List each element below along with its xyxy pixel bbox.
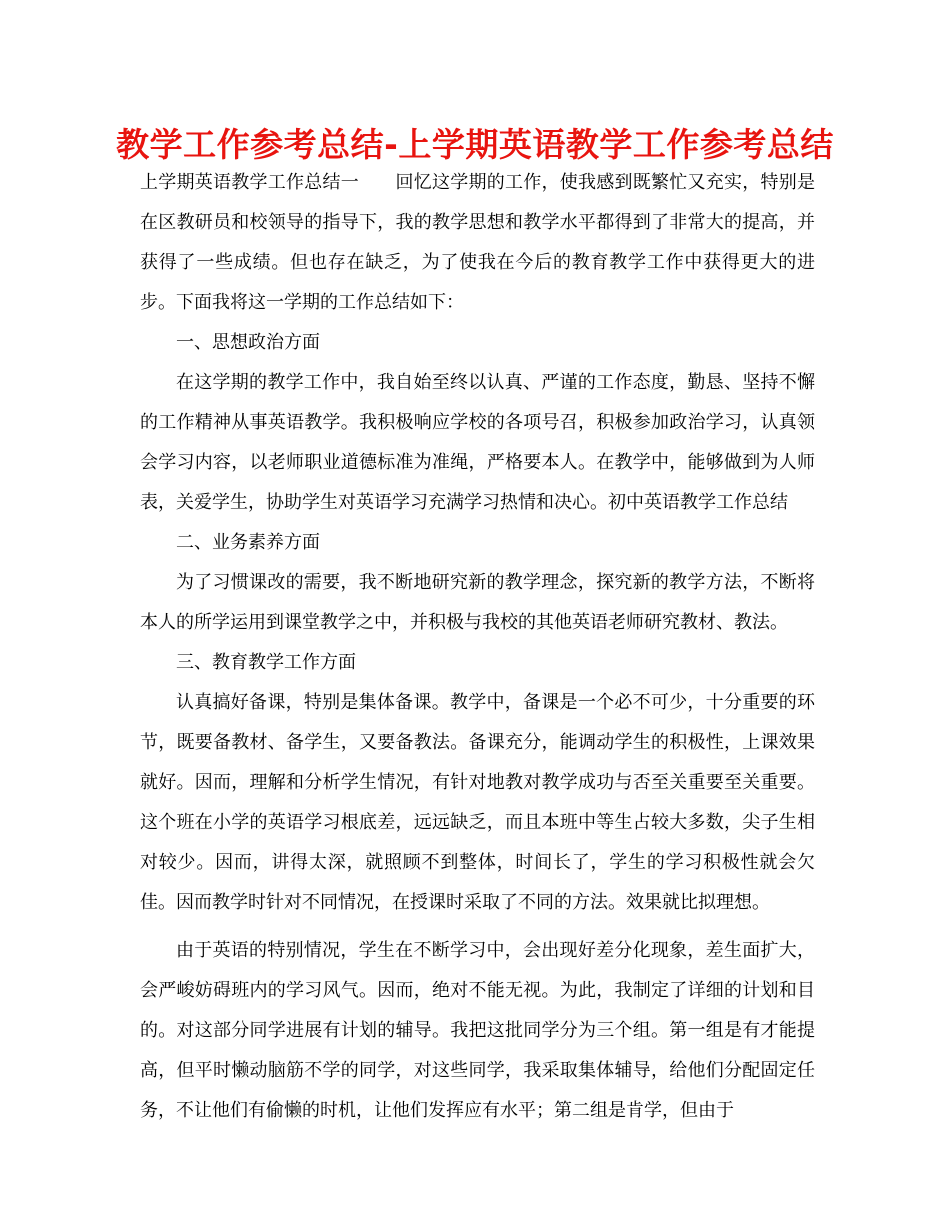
body-paragraph: 在这学期的教学工作中，我自始至终以认真、严谨的工作态度，勤恳、坚持不懈的工作精神从事英语教学。我积极响应学校的各项号召，积极参加政治学习，认真领会学习内容，以老师职业道德标准为准绳，严格要本人。在教学中，能够做到为人师表，关爱学生，协助学生对英语学习充满学习热情和决心。初中英语教学工作总结 (140, 372, 815, 513)
section-heading-teaching: 三、教育教学工作方面 (176, 652, 356, 673)
intro-paragraph: 上学期英语教学工作总结一 回忆这学期的工作，使我感到既繁忙又充实，特别是在区教研员和校领导的指导下，我的教学思想和教学水平都得到了非常大的提高，并获得了一些成绩。但也存在缺乏，为了使我在今后的教育教学工作中获得更大的进步。下面我将这一学期的工作总结如下： (140, 172, 815, 313)
section-heading-professional: 二、业务素养方面 (176, 532, 320, 553)
document-title: 教学工作参考总结-上学期英语教学工作参考总结 (116, 125, 834, 164)
body-paragraph: 由于英语的特别情况，学生在不断学习中，会出现好差分化现象，差生面扩大，会严峻妨碍班内的学习风气。因而，绝对不能无视。为此，我制定了详细的计划和目的。对这部分同学进展有计划的辅导。我把这批同学分为三个组。第一组是有才能提高，但平时懒动脑筋不学的同学，对这些同学，我采取集体辅导，给他们分配固定任务，不让他们有偷懒的时机，让他们发挥应有水平；第二组是肯学，但由于 (140, 940, 815, 1121)
section-heading-politics: 一、思想政治方面 (176, 332, 320, 353)
document-body (140, 163, 815, 1131)
body-paragraph: 为了习惯课改的需要，我不断地研究新的教学理念，探究新的教学方法，不断将本人的所学运用到课堂教学之中，并积极与我校的其他英语老师研究教材、教法。 (140, 572, 815, 633)
body-paragraph: 认真搞好备课，特别是集体备课。教学中，备课是一个必不可少，十分重要的环节，既要备教材、备学生，又要备教法。备课充分，能调动学生的积极性，上课效果就好。因而，理解和分析学生情况，有针对地教对教学成功与否至关重要至关重要。这个班在小学的英语学习根底差，远远缺乏，而且本班中等生占较大多数，尖子生相对较少。因而，讲得太深，就照顾不到整体，时间长了，学生的学习积极性就会欠佳。因而教学时针对不同情况，在授课时采取了不同的方法。效果就比拟理想。 (140, 692, 815, 913)
